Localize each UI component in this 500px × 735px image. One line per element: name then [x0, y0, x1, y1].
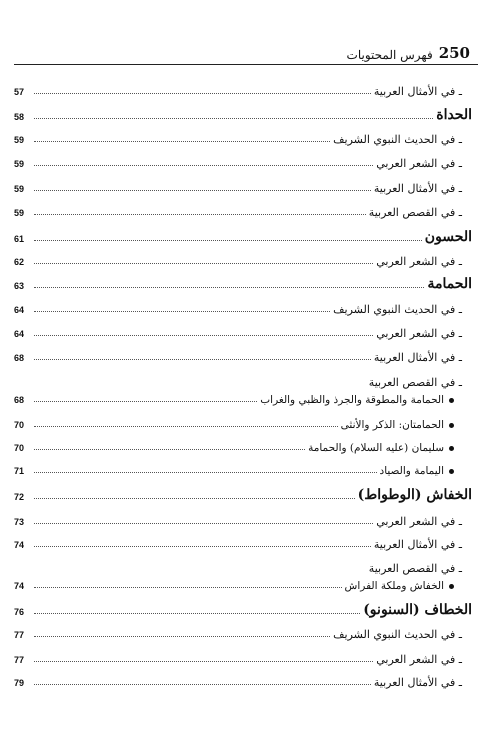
entry-label: ـ في القصص العربية — [368, 376, 462, 389]
entry-page-number: 73 — [14, 517, 25, 527]
entry-text — [305, 442, 454, 454]
toc-subentry — [14, 557, 472, 575]
entry-text — [422, 229, 472, 245]
entry-text — [330, 303, 462, 316]
entry-label: الحمامة — [427, 276, 472, 292]
toc-heading — [14, 105, 472, 123]
entry-page-number: 63 — [14, 281, 25, 291]
entry-text — [366, 206, 462, 219]
toc-subentry — [14, 371, 472, 389]
entry-label: الخفاش وملكة الفراش — [344, 580, 444, 592]
entry-page-number: 59 — [14, 135, 25, 145]
entry-label: سليمان (عليه السلام) والحمامة — [308, 442, 444, 454]
entry-page-number: 71 — [14, 466, 25, 476]
toc-bullet-item — [14, 436, 472, 454]
toc-subentry — [14, 623, 472, 641]
leader-dots — [34, 587, 342, 588]
leader-dots — [34, 661, 373, 662]
leader-dots — [34, 684, 371, 685]
entry-label: ـ في الشعر العربي — [376, 327, 462, 340]
leader-dots — [34, 523, 373, 524]
leader-dots — [34, 359, 371, 360]
entry-label: ـ في الشعر العربي — [376, 157, 462, 170]
entry-text — [433, 107, 472, 123]
entry-label: ـ في الشعر العربي — [376, 653, 462, 666]
toc-subentry — [14, 648, 472, 666]
entry-label: الخطاف (السنونو) — [363, 602, 472, 618]
bullet-icon — [449, 398, 454, 403]
toc-heading — [14, 600, 472, 618]
entry-page-number: 62 — [14, 257, 25, 267]
toc-heading — [14, 485, 472, 503]
leader-dots — [34, 636, 330, 637]
entry-label: الحداة — [436, 107, 472, 123]
leader-dots — [34, 141, 330, 142]
entry-page-number: 74 — [14, 540, 25, 550]
leader-dots — [34, 263, 373, 264]
entry-label: ـ في الحديث النبوي الشريف — [333, 303, 462, 316]
leader-dots — [34, 240, 422, 241]
entry-label: الخفاش (الوطواط) — [357, 487, 472, 503]
leader-dots — [34, 190, 371, 191]
leader-dots — [34, 118, 433, 119]
leader-dots — [34, 311, 330, 312]
entry-page-number: 68 — [14, 395, 25, 405]
leader-dots — [34, 449, 305, 450]
entry-text — [371, 351, 462, 364]
entry-text — [342, 580, 454, 592]
entry-page-number: 59 — [14, 184, 25, 194]
toc-subentry — [14, 533, 472, 551]
entry-page-number: 79 — [14, 678, 25, 688]
entry-text — [373, 157, 462, 170]
entry-text — [371, 676, 462, 689]
entry-text — [330, 133, 462, 146]
entry-text — [371, 538, 462, 551]
entry-label: ـ في الأمثال العربية — [373, 351, 462, 364]
toc-subentry — [14, 298, 472, 316]
leader-dots — [34, 165, 373, 166]
toc-subentry — [14, 671, 472, 689]
bullet-icon — [449, 423, 454, 428]
entry-label: ـ في الحديث النبوي الشريف — [333, 628, 462, 641]
toc-subentry — [14, 201, 472, 219]
entry-text — [377, 465, 454, 477]
entry-label: الحمامتان: الذكر والأنثى — [340, 419, 444, 431]
leader-dots — [34, 498, 355, 499]
toc-bullet-item — [14, 574, 472, 592]
toc-subentry — [14, 152, 472, 170]
entry-text — [338, 419, 454, 431]
entry-text — [355, 487, 472, 503]
bullet-icon — [449, 584, 454, 589]
entry-label: ـ في الأمثال العربية — [373, 538, 462, 551]
entry-label: ـ في الأمثال العربية — [373, 182, 462, 195]
page-number: 250 — [438, 44, 470, 62]
toc-bullet-item — [14, 459, 472, 477]
entry-text — [373, 515, 462, 528]
leader-dots — [34, 472, 377, 473]
bullet-icon — [449, 469, 454, 474]
entry-text — [371, 85, 462, 98]
entry-label: ـ في الشعر العربي — [376, 255, 462, 268]
entry-page-number: 72 — [14, 492, 25, 502]
toc-subentry — [14, 346, 472, 364]
entry-text — [371, 182, 462, 195]
entry-page-number: 70 — [14, 420, 25, 430]
entry-page-number: 64 — [14, 305, 25, 315]
toc-heading — [14, 227, 472, 245]
entry-text — [373, 653, 462, 666]
entry-text — [373, 255, 462, 268]
entry-page-number: 70 — [14, 443, 25, 453]
entry-text — [330, 628, 462, 641]
header-divider — [14, 64, 478, 65]
entry-label: الحسون — [424, 229, 472, 245]
bullet-icon — [449, 446, 454, 451]
entry-page-number: 68 — [14, 353, 25, 363]
toc-subentry — [14, 250, 472, 268]
entry-page-number: 77 — [14, 630, 25, 640]
entry-text — [360, 602, 472, 618]
entry-page-number: 76 — [14, 607, 25, 617]
entry-page-number: 58 — [14, 112, 25, 122]
entry-label: ـ في الشعر العربي — [376, 515, 462, 528]
toc-bullet-item — [14, 413, 472, 431]
entry-page-number: 59 — [14, 159, 25, 169]
leader-dots — [34, 426, 338, 427]
toc-bullet-item — [14, 388, 472, 406]
toc-subentry — [14, 128, 472, 146]
leader-dots — [34, 335, 373, 336]
entry-label: ـ في القصص العربية — [368, 206, 462, 219]
entry-text — [424, 276, 472, 292]
toc-subentry — [14, 322, 472, 340]
leader-dots — [34, 287, 424, 288]
entry-text — [257, 394, 454, 406]
entry-label: ـ في الأمثال العربية — [373, 676, 462, 689]
leader-dots — [34, 613, 360, 614]
leader-dots — [34, 214, 366, 215]
entry-label: ـ في الأمثال العربية — [373, 85, 462, 98]
leader-dots — [34, 401, 257, 402]
entry-page-number: 59 — [14, 208, 25, 218]
entry-label: ـ في الحديث النبوي الشريف — [333, 133, 462, 146]
entry-page-number: 64 — [14, 329, 25, 339]
entry-page-number: 57 — [14, 87, 25, 97]
toc-subentry — [14, 177, 472, 195]
toc-subentry — [14, 80, 472, 98]
entry-page-number: 74 — [14, 581, 25, 591]
entry-page-number: 61 — [14, 234, 25, 244]
page-title: فهرس المحتويات — [346, 48, 433, 62]
entry-label: ـ في القصص العربية — [368, 562, 462, 575]
entry-text — [373, 327, 462, 340]
leader-dots — [34, 93, 371, 94]
page-header — [30, 40, 470, 62]
entry-label: الحمامة والمطوقة والجرذ والظبي والغراب — [260, 394, 444, 406]
entry-label: اليمامة والصياد — [379, 465, 444, 477]
entry-page-number: 77 — [14, 655, 25, 665]
toc-subentry — [14, 510, 472, 528]
toc-heading — [14, 274, 472, 292]
leader-dots — [34, 546, 371, 547]
